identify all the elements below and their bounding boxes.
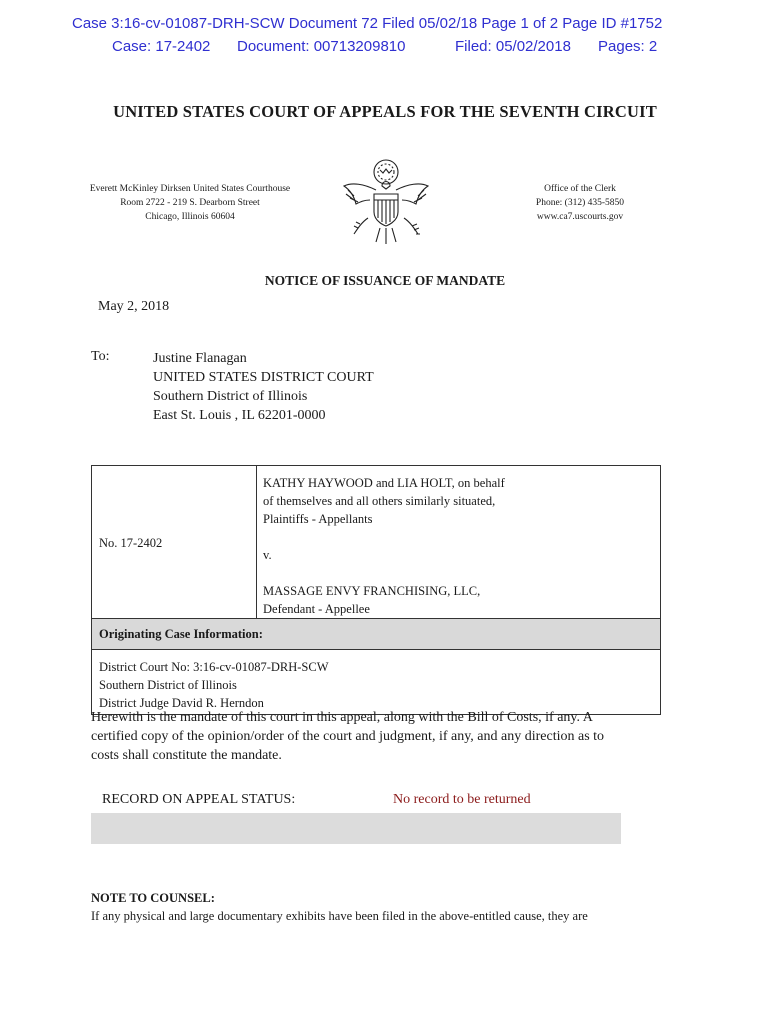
court-title: UNITED STATES COURT OF APPEALS FOR THE SEVENTH CIRCUIT — [113, 102, 657, 121]
parties-cell — [257, 466, 661, 619]
recipient-city: East St. Louis , IL 62201-0000 — [153, 408, 326, 423]
mandate-paragraph — [91, 708, 681, 765]
stamp-case-number: Case: 17-2402 — [112, 38, 211, 55]
to-label: To: — [91, 349, 110, 364]
address-line: Phone: (312) 435-5850 — [535, 198, 625, 208]
recipient-name: Justine Flanagan — [153, 351, 247, 366]
record-status-band — [91, 813, 621, 844]
stamp-document-number: Document: 00713209810 — [237, 38, 406, 55]
note-to-counsel-text: If any physical and large documentary exhibits have been filed in the above-entitled cause, they are — [91, 909, 588, 923]
address-line: www.ca7.uscourts.gov — [536, 212, 624, 222]
address-line: Chicago, Illinois 60604 — [145, 212, 235, 222]
mandate-line: Herewith is the mandate of this court in this appeal, along with the Bill of Costs, if any. A — [91, 710, 593, 725]
filing-stamp-line1: Case 3:16-cv-01087-DRH-SCW Document 72 Filed 05/02/18 Page 1 of 2 Page ID #1752 — [72, 15, 663, 32]
mandate-line: costs shall constitute the mandate. — [91, 748, 282, 763]
defendant-name: MASSAGE ENVY FRANCHISING, LLC, — [263, 584, 481, 598]
address-line: Room 2722 - 219 S. Dearborn Street — [120, 198, 260, 208]
plaintiffs-line: of themselves and all others similarly situated, — [263, 494, 496, 508]
versus: v. — [263, 548, 272, 562]
case-number: No. 17-2402 — [99, 536, 163, 550]
district-judge: District Judge David R. Herndon — [99, 696, 264, 710]
case-caption-table — [91, 465, 661, 715]
plaintiffs-line: KATHY HAYWOOD and LIA HOLT, on behalf — [263, 476, 505, 490]
clerk-address — [510, 182, 650, 224]
notice-title: NOTICE OF ISSUANCE OF MANDATE — [264, 273, 506, 288]
courthouse-address — [80, 182, 300, 224]
record-status-label: RECORD ON APPEAL STATUS: — [102, 792, 296, 807]
originating-case-info — [92, 650, 661, 715]
district-court-number: District Court No: 3:16-cv-01087-DRH-SCW — [99, 660, 329, 674]
notice-date: May 2, 2018 — [98, 299, 170, 314]
note-to-counsel-heading: NOTE TO COUNSEL: — [91, 891, 215, 905]
plaintiffs-role: Plaintiffs - Appellants — [263, 512, 373, 526]
recipient-block — [153, 349, 374, 425]
district-name: Southern District of Illinois — [99, 678, 237, 692]
defendant-role: Defendant - Appellee — [263, 602, 370, 616]
recipient-court: UNITED STATES DISTRICT COURT — [153, 370, 374, 385]
recipient-district: Southern District of Illinois — [153, 389, 308, 404]
originating-case-header: Originating Case Information: — [92, 619, 661, 650]
address-line: Office of the Clerk — [544, 184, 616, 194]
mandate-line: certified copy of the opinion/order of the court and judgment, if any, and any direction as to — [91, 729, 605, 744]
stamp-page-count: Pages: 2 — [598, 38, 658, 55]
address-line: Everett McKinley Dirksen United States Courthouse — [89, 184, 291, 194]
stamp-filed-date: Filed: 05/02/2018 — [455, 38, 571, 55]
court-seal-icon — [340, 156, 432, 246]
case-number-cell — [92, 466, 257, 619]
record-status-value: No record to be returned — [393, 792, 531, 807]
